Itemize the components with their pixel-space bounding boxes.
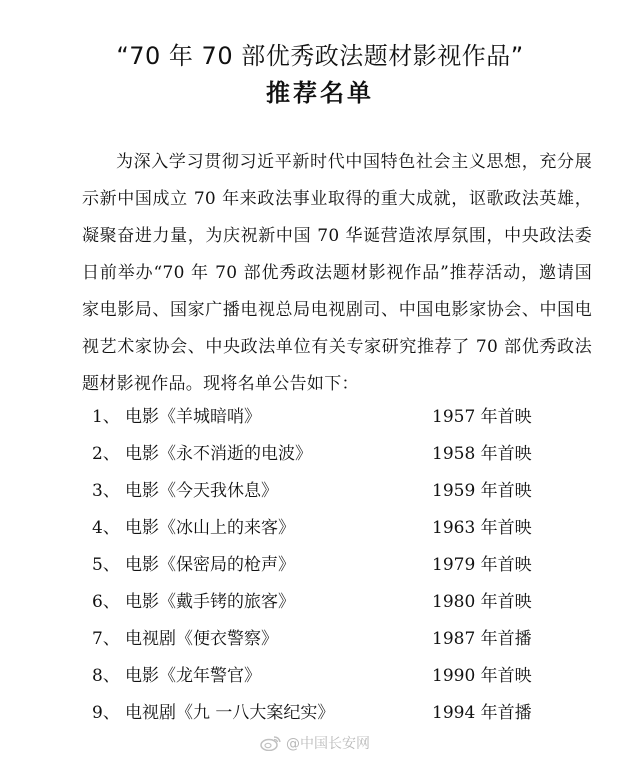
list-item (82, 621, 602, 658)
list-item (82, 584, 602, 621)
item-year: 1958 年首映 (432, 444, 532, 464)
item-number: 7、 (92, 629, 120, 649)
list-item (82, 436, 602, 473)
weibo-icon (260, 735, 282, 751)
item-number: 8、 (92, 666, 120, 686)
item-number: 2、 (92, 444, 120, 464)
document-title: “70 年 70 部优秀政法题材影视作品” (116, 42, 524, 70)
list-item (82, 547, 602, 584)
item-year: 1990 年首映 (432, 666, 532, 686)
item-number: 5、 (92, 555, 120, 575)
item-title: 电影《今天我休息》 (125, 481, 278, 501)
list-item (82, 510, 602, 547)
item-year: 1963 年首映 (432, 518, 532, 538)
item-year: 1987 年首播 (432, 629, 532, 649)
recommendation-list (82, 399, 602, 732)
item-title: 电影《保密局的枪声》 (125, 555, 295, 575)
intro-paragraph: 为深入学习贯彻习近平新时代中国特色社会主义思想，充分展示新中国成立 70 年来政法事业取得的重大成就，讴歌政法英雄，凝聚奋进力量，为庆祝新中国 70 华诞营造浓厚氛围，中央政法委日前举办“70 年 70 部优秀政法题材影视作品”推荐活动，邀请国家电影局、国家广播电视总局电视剧司、中国电影家协会、中国电视艺术家协会、中央政法单位有关专家研究推荐了 70 部优秀政法题材影视作品。现将名单公告如下： (82, 152, 592, 394)
item-year: 1980 年首映 (432, 592, 532, 612)
item-title: 电视剧《九 一八大案纪实》 (125, 703, 335, 723)
item-title: 电视剧《便衣警察》 (125, 629, 278, 649)
document-subtitle: 推荐名单 (266, 79, 374, 107)
item-year: 1979 年首映 (432, 555, 532, 575)
item-number: 1、 (92, 407, 120, 427)
item-title: 电影《羊城暗哨》 (125, 407, 261, 427)
list-item (82, 658, 602, 695)
item-title: 电影《冰山上的来客》 (125, 518, 295, 538)
item-year: 1957 年首映 (432, 407, 532, 427)
item-number: 4、 (92, 518, 120, 538)
item-number: 6、 (92, 592, 120, 612)
list-item (82, 399, 602, 436)
list-item (82, 473, 602, 510)
watermark-text: @中国长安网 (286, 736, 370, 752)
item-title: 电影《龙年警官》 (125, 666, 261, 686)
item-title: 电影《永不消逝的电波》 (125, 444, 312, 464)
item-year: 1994 年首播 (432, 703, 532, 723)
item-year: 1959 年首映 (432, 481, 532, 501)
list-item (82, 695, 602, 732)
item-number: 3、 (92, 481, 120, 501)
watermark (260, 733, 370, 753)
item-number: 9、 (92, 703, 120, 723)
item-title: 电影《戴手铐的旅客》 (125, 592, 295, 612)
